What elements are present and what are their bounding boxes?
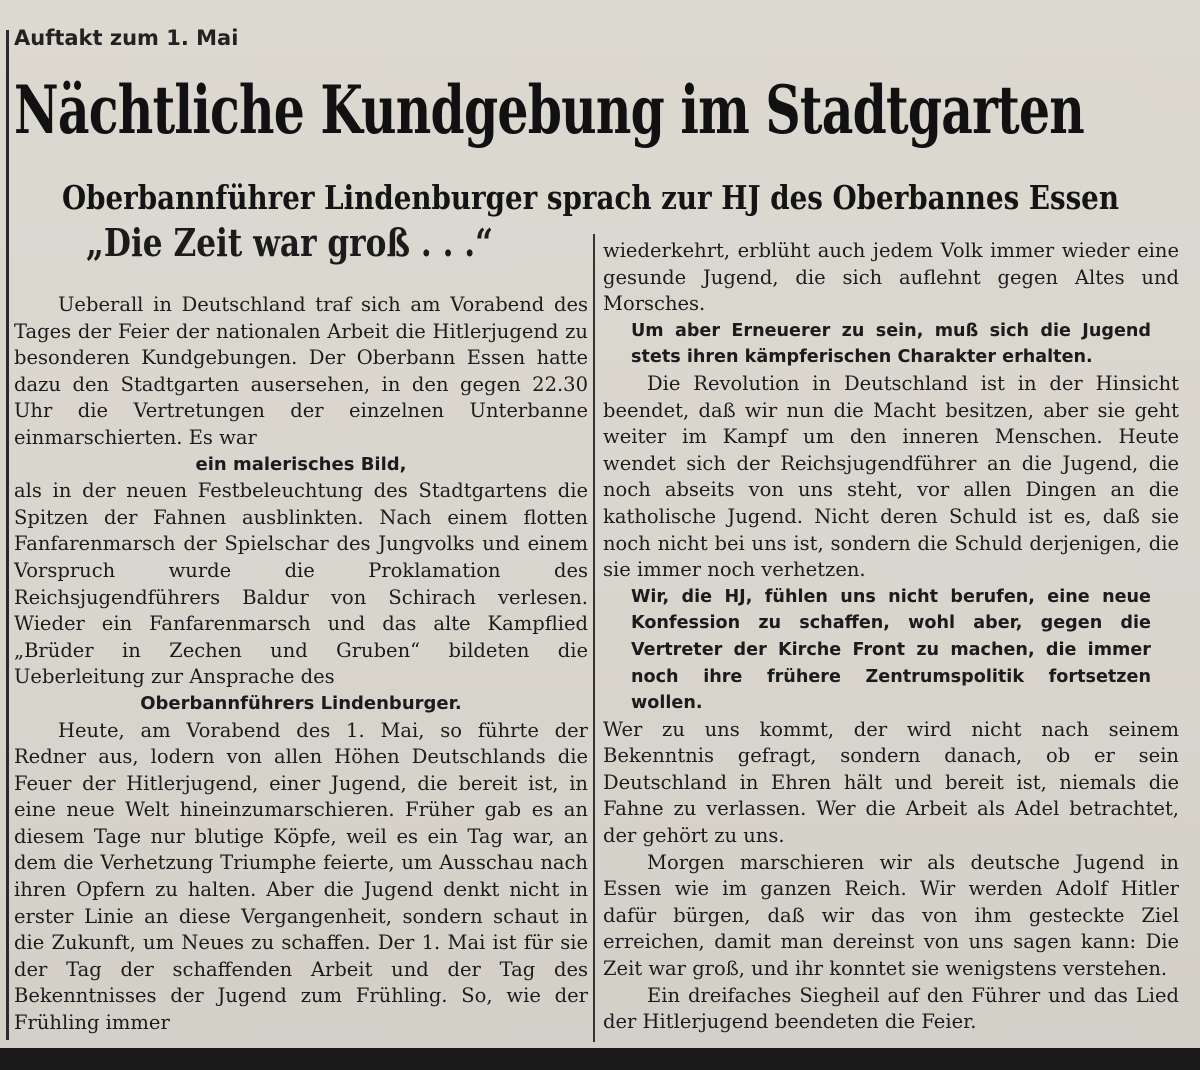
paragraph: als in der neuen Festbeleuchtung des Stadtgartens die Spitzen der Fahnen ausblinkten. Nach einem flotten Fanfarenmarsch der Spielschar des Jungvolks und einem Vorspruch wurde die Proklamation des Reichsjugendführers Baldur von Schirach verlesen. Wieder ein Fanfarenmarsch und das alte Kampflied „Brüder in Zechen und Gruben“ bildeten die Ueberleitung zur Ansprache des xyxy=(14,479,588,689)
column-divider xyxy=(593,234,595,1042)
bold-callout: Wir, die HJ, fühlen uns nicht berufen, eine neue Konfession zu schaffen, wohl aber, gegen die Vertreter der Kirche Front zu machen, die immer noch ihre frühere Zentrumspolitik fortsetzen wollen. xyxy=(631,586,1151,714)
paragraph: wiederkehrt, erblüht auch jedem Volk immer wieder eine gesunde Jugend, die sich auflehnt gegen Altes und Morsches. xyxy=(603,239,1179,316)
bold-callout: Um aber Erneuerer zu sein, muß sich die Jugend stets ihren kämpferischen Charakter erhalten. xyxy=(631,320,1151,368)
inline-subheading: Oberbannführers Lindenburger. xyxy=(140,692,462,714)
paragraph: Wer zu uns kommt, der wird nicht nach seinem Bekenntnis gefragt, sondern danach, ob er sein Deutschland in Ehren hält und bereit ist, niemals die Fahne zu verlassen. Wer die Arbeit als Adel betrachtet, der gehört zu uns. xyxy=(603,717,1179,848)
paragraph: Die Revolution in Deutschland ist in der Hinsicht beendet, daß wir nun die Macht besitzen, aber sie geht weiter im Kampf um den inneren Menschen. Heute wendet sich der Reichsjugendführer an die Jugend, die noch abseits von uns steht, vor allen Dingen an die katholische Jugend. Nicht deren Schuld ist es, daß sie noch nicht bei uns ist, sondern die Schuld derjenigen, die sie immer noch verhetzen. xyxy=(603,371,1179,582)
left-column xyxy=(14,220,588,1037)
right-column xyxy=(603,238,1179,1036)
paragraph: Ueberall in Deutschland traf sich am Vorabend des Tages der Feier der nationalen Arbeit die Hitlerjugend zu besonderen Kundgebungen. Der Oberbann Essen hatte dazu den Stadtgarten ausersehen, in den gegen 22.30 Uhr die Vertretungen der einzelnen Unterbanne einmarschierten. Es war xyxy=(14,293,588,449)
left-border-rule xyxy=(6,30,9,1040)
paragraph: Heute, am Vorabend des 1. Mai, so führte der Redner aus, lodern von allen Höhen Deutschlands die Feuer der Hitlerjugend, einer Jugend, die bereit ist, in eine neue Welt hineinzumarschieren. Früher gab es an diesem Tage nur blutige Köpfe, weil es ein Tag war, an dem die Verhetzung Triumphe feierte, um Ausschau nach ihren Opfern zu halten. Aber die Jugend denkt nicht in erster Linie an diese Vergangenheit, sondern schaut in die Zukunft, um Neues zu schaffen. Der 1. Mai ist für sie der Tag der schaffenden Arbeit und der Tag des Bekenntnisses der Jugend zum Frühling. So, wie der Frühling immer xyxy=(14,718,588,1035)
kicker-line: Auftakt zum 1. Mai xyxy=(14,26,239,50)
paragraph: Morgen marschieren wir als deutsche Jugend in Essen wie im ganzen Reich. Wir werden Adolf Hitler dafür bürgen, daß wir das von ihm gesteckte Ziel erreichen, damit man dereinst von uns sagen kann: Die Zeit war groß, und ihr konntet sie wenigstens verstehen. xyxy=(603,850,1179,981)
bottom-border-rule xyxy=(0,1048,1200,1070)
paragraph: Ein dreifaches Siegheil auf den Führer und das Lied der Hitlerjugend beendeten die Feier. xyxy=(603,983,1179,1034)
headline: Nächtliche Kundgebung im Stadtgarten xyxy=(14,71,1085,149)
inline-subheading: ein malerisches Bild, xyxy=(195,453,407,475)
section-title: „Die Zeit war groß . . .“ xyxy=(86,220,494,265)
subheadline: Oberbannführer Lindenburger sprach zur HJ des Oberbannes Essen xyxy=(62,178,1119,217)
